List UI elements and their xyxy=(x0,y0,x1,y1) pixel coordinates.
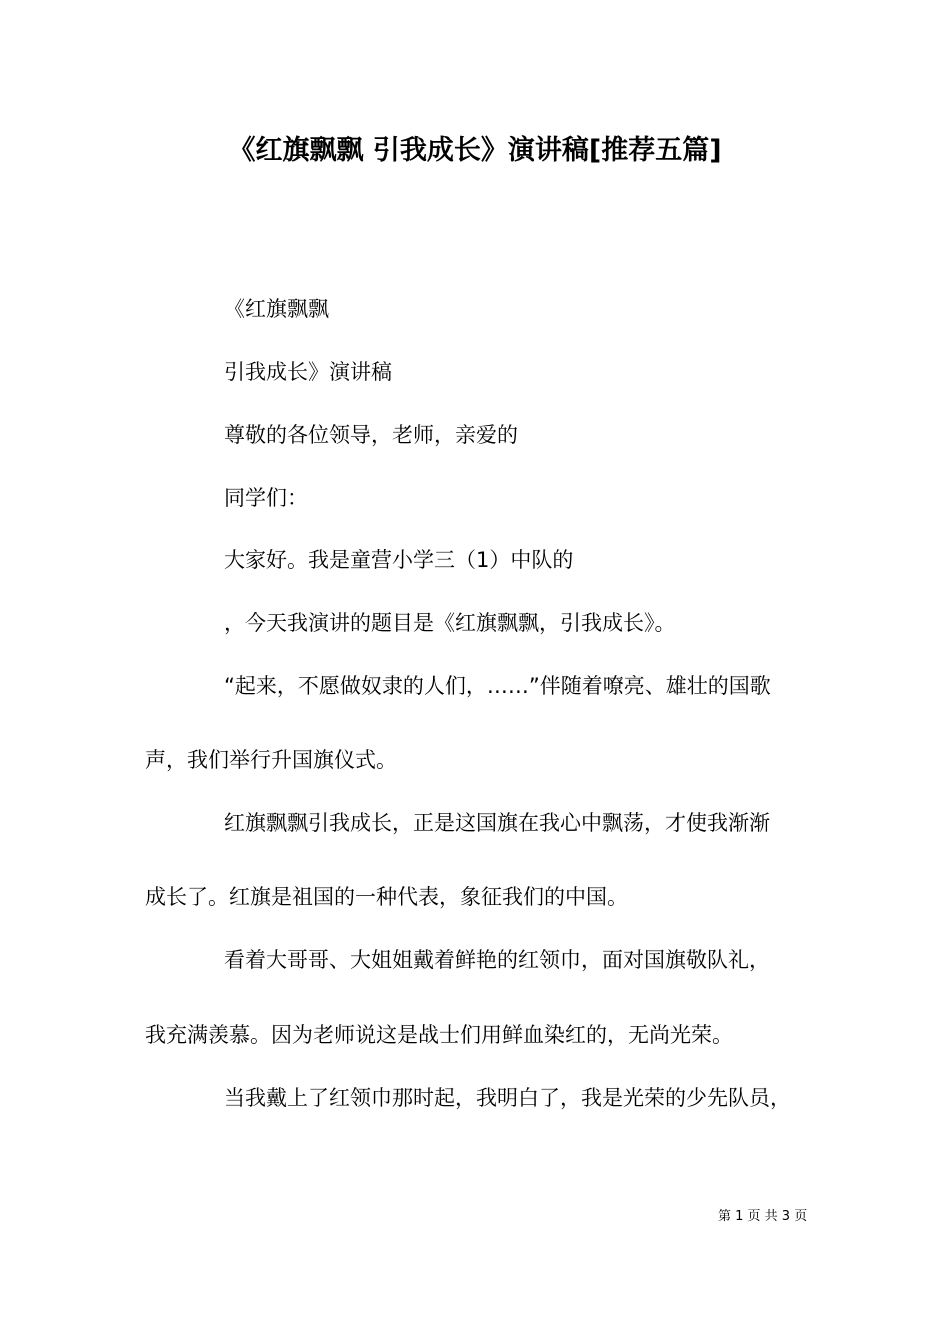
document-title: 《红旗飘飘 引我成长》演讲稿[推荐五篇] xyxy=(228,135,722,166)
paragraph-line: 声，我们举行升国旗仪式。 xyxy=(145,748,397,772)
paragraph-line: 红旗飘飘引我成长，正是这国旗在我心中飘荡，才使我渐渐 xyxy=(224,811,770,835)
paragraph-line: 引我成长》演讲稿 xyxy=(224,360,392,384)
paragraph-line: “起来，不愿做奴隶的人们，……”伴随着嘹亮、雄壮的国歌 xyxy=(224,674,771,698)
paragraph-line: 当我戴上了红领巾那时起，我明白了，我是光荣的少先队员， xyxy=(224,1086,791,1110)
paragraph-line: 成长了。红旗是祖国的一种代表，象征我们的中国。 xyxy=(145,885,628,909)
paragraph-line: 看着大哥哥、大姐姐戴着鲜艳的红领巾，面对国旗敬队礼， xyxy=(224,948,770,972)
paragraph-line: 我充满羡慕。因为老师说这是战士们用鲜血染红的，无尚光荣。 xyxy=(145,1023,733,1047)
page-number: 第 1 页 共 3 页 xyxy=(718,1209,808,1224)
paragraph-line: 大家好。我是童营小学三（1）中队的 xyxy=(224,548,574,572)
paragraph-line: ，今天我演讲的题目是《红旗飘飘，引我成长》。 xyxy=(224,611,676,635)
paragraph-line: 《红旗飘飘 xyxy=(224,297,329,321)
paragraph-line: 同学们： xyxy=(224,486,308,510)
paragraph-line: 尊敬的各位领导，老师，亲爱的 xyxy=(224,423,518,447)
